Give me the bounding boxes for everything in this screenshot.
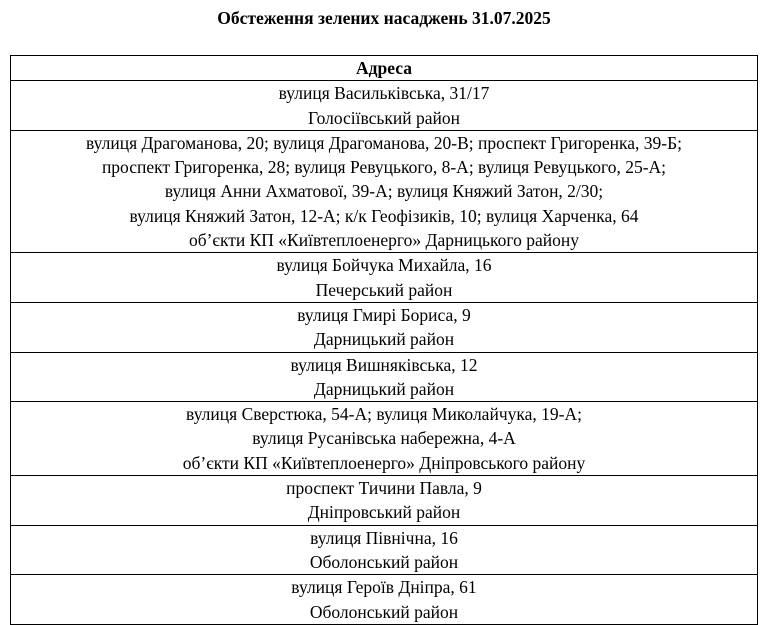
address-line: вулиця Героїв Дніпра, 61 bbox=[291, 577, 477, 598]
address-line: Дарницький район bbox=[313, 329, 455, 350]
table-row bbox=[11, 476, 758, 526]
address-cell bbox=[11, 525, 758, 575]
address-line: проспект Тичини Павла, 9 bbox=[286, 478, 482, 499]
address-table bbox=[10, 55, 758, 625]
address-line: Голосіївський район bbox=[307, 107, 461, 128]
table-row bbox=[11, 81, 758, 131]
address-line: об’єкти КП «Київтеплоенерго» Дарницького району bbox=[188, 230, 580, 251]
address-line: вулиця Сверстюка, 54-А; вулиця Миколайчука, 19-А; bbox=[186, 404, 582, 425]
address-cell bbox=[11, 81, 758, 131]
address-line: вулиця Княжий Затон, 12-А; к/к Геофізиків, 10; вулиця Харченка, 64 bbox=[129, 205, 639, 226]
address-cell bbox=[11, 130, 758, 252]
address-line: Оболонський район bbox=[309, 601, 459, 622]
address-cell bbox=[11, 476, 758, 526]
table-row bbox=[11, 352, 758, 402]
table-row bbox=[11, 402, 758, 476]
address-line: Дарницький район bbox=[313, 378, 455, 399]
address-line: Дніпровський район bbox=[307, 502, 461, 523]
table-row bbox=[11, 302, 758, 352]
address-line: Печерський район bbox=[315, 279, 453, 300]
address-column-header: Адреса bbox=[11, 56, 758, 81]
address-cell bbox=[11, 352, 758, 402]
address-cell bbox=[11, 253, 758, 303]
address-line: об’єкти КП «Київтеплоенерго» Дніпровського району bbox=[182, 452, 586, 473]
document-title: Обстеження зелених насаджень 31.07.2025 bbox=[217, 8, 551, 28]
table-header-row bbox=[11, 56, 758, 81]
address-line: вулиця Північна, 16 bbox=[310, 527, 458, 548]
address-line: вулиця Драгоманова, 20; вулиця Драгоманова, 20-В; проспект Григоренка, 39-Б; bbox=[85, 132, 683, 153]
address-cell bbox=[11, 302, 758, 352]
address-line: проспект Григоренка, 28; вулиця Ревуцького, 8-А; вулиця Ревуцького, 25-А; bbox=[101, 157, 667, 178]
address-line: вулиця Русанівська набережна, 4-А bbox=[252, 428, 516, 449]
address-line: вулиця Анни Ахматової, 39-А; вулиця Княжий Затон, 2/30; bbox=[164, 181, 604, 202]
address-line: Оболонський район bbox=[309, 551, 459, 572]
table-row bbox=[11, 525, 758, 575]
table-row bbox=[11, 575, 758, 625]
address-line: вулиця Вишняківська, 12 bbox=[290, 354, 478, 375]
address-cell bbox=[11, 402, 758, 476]
address-line: вулиця Гмирі Бориса, 9 bbox=[297, 304, 471, 325]
table-row bbox=[11, 130, 758, 252]
table-row bbox=[11, 253, 758, 303]
address-cell bbox=[11, 575, 758, 625]
table-body bbox=[11, 81, 758, 625]
address-line: вулиця Васильківська, 31/17 bbox=[278, 83, 490, 104]
address-line: вулиця Бойчука Михайла, 16 bbox=[276, 255, 492, 276]
